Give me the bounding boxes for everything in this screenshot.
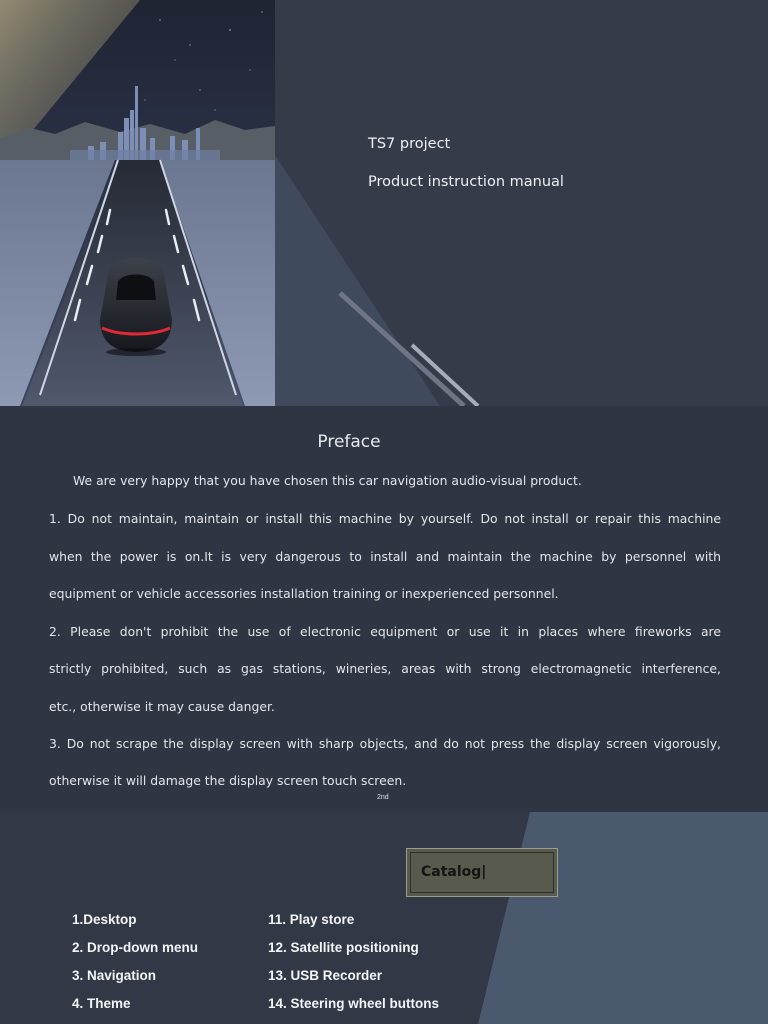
preface-line: We are very happy that you have chosen this car navigation audio-visual product. (73, 473, 582, 488)
preface-heading: Preface (317, 432, 381, 452)
decorative-stripes (330, 285, 490, 406)
catalog-item-navigation[interactable]: 3. Navigation (72, 968, 157, 983)
project-title: TS7 project (368, 136, 451, 152)
catalog-item-usb-recorder[interactable]: 13. USB Recorder (268, 968, 383, 983)
preface-line: 2. Please don't prohibit the use of electronic equipment or use it in places where fireworks are (49, 624, 721, 639)
preface-line: 3. Do not scrape the display screen with sharp objects, and do not press the display screen vigorously, (49, 736, 721, 751)
catalog-title-box (406, 848, 558, 897)
catalog-section (0, 812, 768, 1024)
cover-section (0, 0, 768, 406)
catalog-title: Catalog| (421, 864, 487, 880)
preface-line: etc., otherwise it may cause danger. (49, 699, 275, 714)
preface-section (0, 406, 768, 812)
manual-subtitle: Product instruction manual (368, 174, 564, 190)
catalog-item-play-store[interactable]: 11. Play store (268, 912, 355, 927)
catalog-item-satellite-positioning[interactable]: 12. Satellite positioning (268, 940, 419, 955)
catalog-item-theme[interactable]: 4. Theme (72, 996, 131, 1011)
page-number: 2nd (377, 794, 389, 801)
preface-line: equipment or vehicle accessories installation training or inexperienced personnel. (49, 586, 559, 601)
preface-line: when the power is on.It is very dangerous to install and maintain the machine by personnel with (49, 549, 721, 564)
cover-car-illustration (0, 0, 275, 406)
preface-line: 1. Do not maintain, maintain or install this machine by yourself. Do not install or repair this machine (49, 511, 721, 526)
preface-line: strictly prohibited, such as gas stations, wineries, areas with strong electromagnetic interference, (49, 661, 721, 676)
catalog-item-steering-wheel-buttons[interactable]: 14. Steering wheel buttons (268, 996, 440, 1011)
preface-line: otherwise it will damage the display screen touch screen. (49, 773, 407, 788)
sports-car (100, 258, 172, 356)
catalog-item-desktop[interactable]: 1.Desktop (72, 912, 137, 927)
catalog-item-dropdown-menu[interactable]: 2. Drop-down menu (72, 940, 198, 955)
